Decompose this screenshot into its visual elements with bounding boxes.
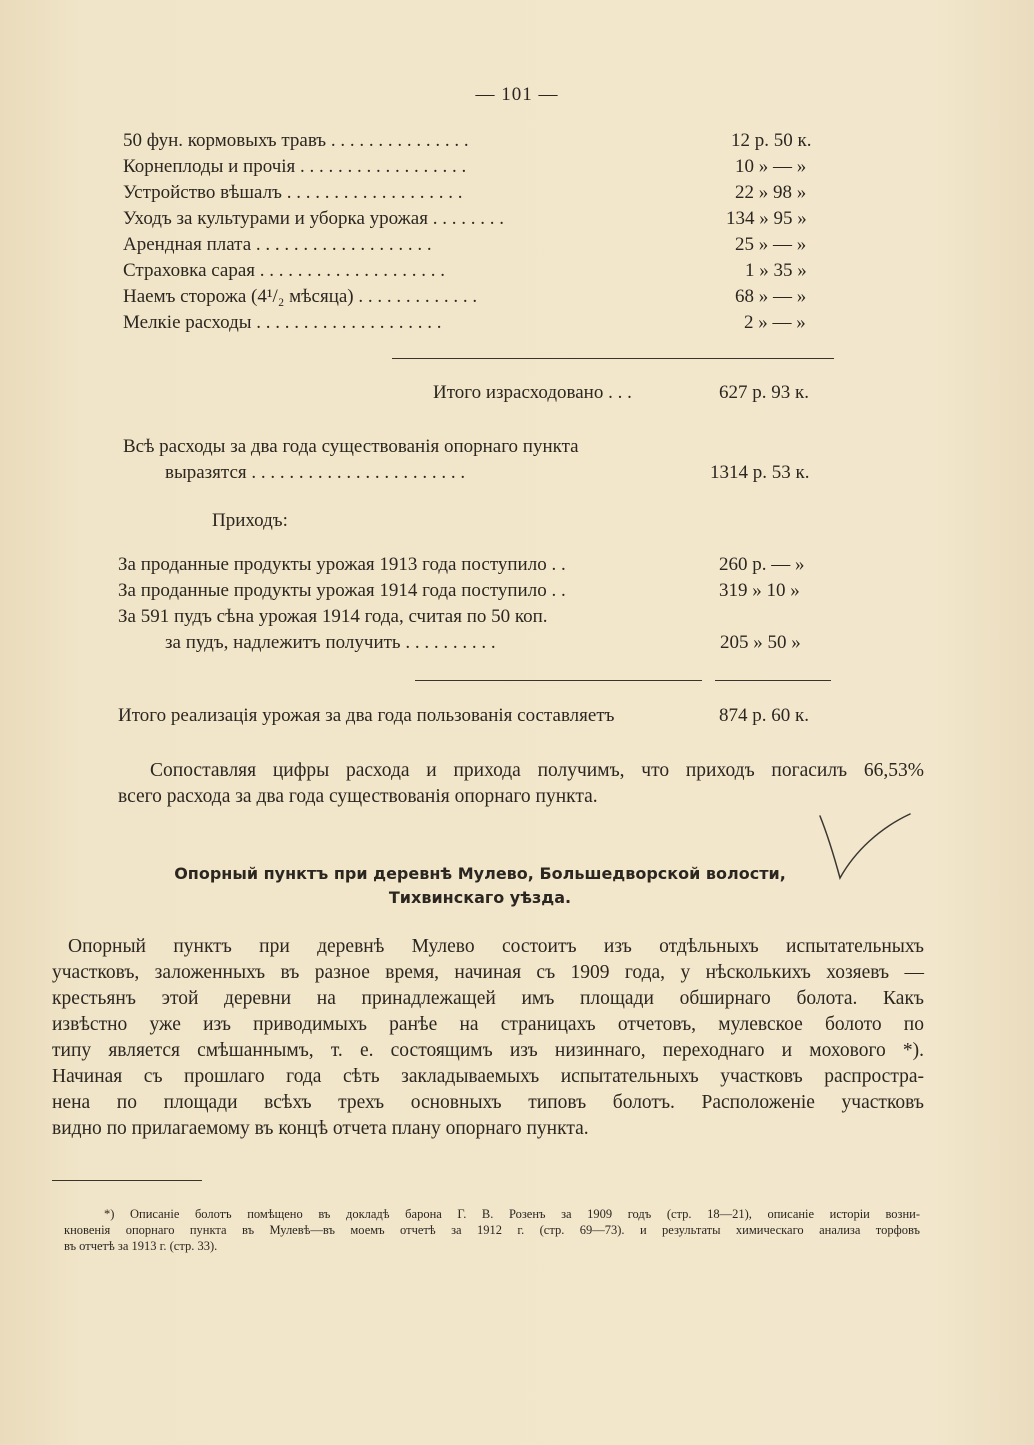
- income-row: [118, 552, 843, 578]
- all-expenses-line1: [123, 434, 843, 460]
- income-row: [118, 604, 843, 630]
- all-expenses-text: выразятся . . . . . . . . . . . . . . . . . . . . . . .: [165, 462, 466, 483]
- income-label: за пудъ, надлежитъ получить . . . . . . . . . .: [165, 632, 496, 653]
- footnote-line: въ отчетѣ за 1913 г. (стр. 33).: [64, 1239, 218, 1253]
- expense-row: [123, 206, 843, 232]
- body-line: крестьянъ этой деревни на принадлежащей имъ площади обширнаго болота. Какъ: [52, 988, 924, 1009]
- total-spent-amount: 627 р. 93 к.: [719, 382, 809, 403]
- pencil-checkmark: [810, 806, 920, 886]
- income-total-row: [118, 703, 843, 729]
- income-amount: 260 р. — »: [719, 554, 805, 575]
- body-line: нена по площади всѣхъ трехъ основныхъ типовъ болотъ. Расположеніе участковъ: [52, 1092, 924, 1113]
- expense-row: [123, 180, 843, 206]
- expense-amount: 134 » 95 »: [726, 208, 807, 229]
- income-total-label: Итого реализація урожая за два года пользованія составляетъ: [118, 705, 615, 726]
- expense-amount: 68 » — »: [735, 286, 807, 307]
- expense-amount: 22 » 98 »: [735, 182, 807, 203]
- income-amount: 205 » 50 »: [720, 632, 801, 653]
- expense-label: Мелкіе расходы . . . . . . . . . . . . . . . . . . . .: [123, 312, 442, 333]
- expense-label: Страховка сарая . . . . . . . . . . . . . . . . . . . .: [123, 260, 446, 281]
- expense-label: Арендная плата . . . . . . . . . . . . . . . . . . .: [123, 234, 432, 255]
- footnote-line: *) Описаніе болотъ помѣщено въ докладѣ барона Г. В. Розенъ за 1909 годъ (стр. 18—21), описаніе исторіи возни-: [104, 1207, 920, 1221]
- expense-amount: 25 » — »: [735, 234, 807, 255]
- section-heading-line: Опорный пунктъ при деревнѣ Мулево, Большедворской волости,: [174, 864, 786, 883]
- income-total-amount: 874 р. 60 к.: [719, 705, 809, 726]
- expense-row: [123, 310, 843, 336]
- total-spent-row: [433, 380, 843, 406]
- comparison-paragraph: [118, 758, 924, 810]
- divider-rule: [715, 680, 831, 681]
- expense-row: [123, 154, 843, 180]
- body-line: Начиная съ прошлаго года сѣть закладываемыхъ испытательныхъ участковъ распростра-: [52, 1066, 924, 1087]
- income-label: За 591 пудъ сѣна урожая 1914 года, считая по 50 коп.: [118, 606, 548, 627]
- divider-rule: [415, 680, 702, 681]
- expense-row: [123, 258, 843, 284]
- section-heading-line: Тихвинскаго уѣзда.: [388, 888, 572, 907]
- body-paragraph: [52, 934, 924, 1142]
- expense-label: Корнеплоды и прочія . . . . . . . . . . . . . . . . . .: [123, 156, 467, 177]
- footnote-line: кновенія опорнаго пункта въ Мулевѣ—въ моемъ отчетѣ за 1912 г. (стр. 69—73). и результаты химическаго анализа торфовъ: [64, 1223, 920, 1237]
- income-amount: 319 » 10 »: [719, 580, 800, 601]
- comparison-line: Сопоставляя цифры расхода и прихода получимъ, что приходъ погасилъ 66,53%: [150, 760, 924, 781]
- all-expenses-text: Всѣ расходы за два года существованія опорнаго пункта: [123, 436, 579, 457]
- expense-label: Наемъ сторожа (4¹/₂ мѣсяца) . . . . . . . . . . . . .: [123, 286, 478, 307]
- all-expenses-amount: 1314 р. 53 к.: [710, 462, 810, 483]
- income-label: За проданные продукты урожая 1914 года поступило . .: [118, 580, 566, 601]
- body-line: извѣстно уже изъ приводимыхъ ранѣе на страницахъ отчетовъ, мулевское болото по: [52, 1014, 924, 1035]
- expense-amount: 2 » — »: [744, 312, 806, 333]
- body-line: участковъ, заложенныхъ въ разное время, начиная съ 1909 года, у нѣсколькихъ хозяевъ —: [52, 962, 924, 983]
- expense-amount: 12 р. 50 к.: [731, 130, 812, 151]
- expense-label: 50 фун. кормовыхъ травъ . . . . . . . . . . . . . . .: [123, 130, 469, 151]
- total-spent-label: Итого израсходовано . . .: [433, 382, 632, 403]
- income-heading: Приходъ:: [212, 510, 288, 531]
- expense-label: Устройство вѣшалъ . . . . . . . . . . . . . . . . . . .: [123, 182, 463, 203]
- expense-row: [123, 232, 843, 258]
- body-line: типу является смѣшаннымъ, т. е. состоящимъ изъ низиннаго, переходнаго и мохового *).: [52, 1040, 924, 1061]
- footnote-rule: [52, 1180, 202, 1181]
- income-row: [165, 630, 845, 656]
- body-line: видно по прилагаемому въ концѣ отчета плану опорнаго пункта.: [52, 1118, 589, 1139]
- footnote: [64, 1206, 920, 1254]
- expense-label: Уходъ за культурами и уборка урожая . . . . . . . .: [123, 208, 504, 229]
- all-expenses-line2: [165, 460, 845, 486]
- body-line: Опорный пунктъ при деревнѣ Мулево состоитъ изъ отдѣльныхъ испытательныхъ: [68, 936, 924, 957]
- expense-row: [123, 128, 843, 154]
- page-number: — 101 —: [475, 84, 559, 105]
- expense-row: [123, 284, 843, 310]
- expense-amount: 10 » — »: [735, 156, 807, 177]
- income-label: За проданные продукты урожая 1913 года поступило . .: [118, 554, 566, 575]
- comparison-line: всего расхода за два года существованія опорнаго пункта.: [118, 786, 598, 807]
- income-row: [118, 578, 843, 604]
- expense-amount: 1 » 35 »: [745, 260, 807, 281]
- divider-rule: [392, 358, 834, 359]
